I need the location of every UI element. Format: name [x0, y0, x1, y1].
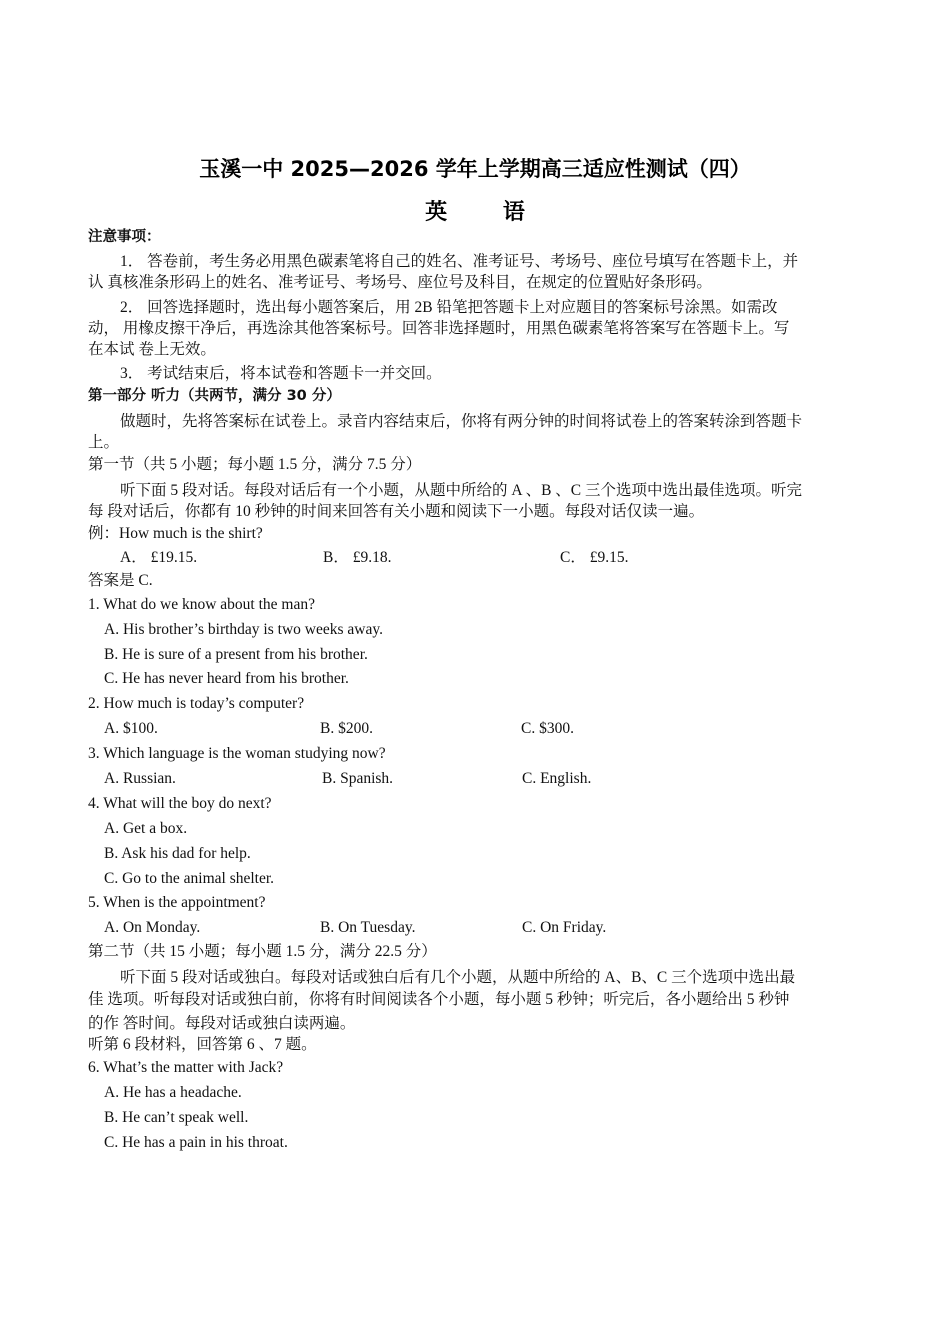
question-6: 6. What’s the matter with Jack? [88, 1059, 284, 1076]
notice-item-2-cont2: 在本试 卷上无效。 [88, 341, 216, 358]
part1-instruction: 做题时，先将答案标在试卷上。录音内容结束后，你将有两分钟的时间将试卷上的答案转涂到答题卡 [120, 413, 803, 430]
question-3-option-a: A. Russian. [104, 770, 176, 787]
question-2-option-a: A. $100. [104, 720, 158, 737]
question-4-option-a: A. Get a box. [104, 820, 188, 837]
example-option-a: A． £19.15. [120, 549, 198, 566]
example-question: 例：How much is the shirt? [88, 525, 263, 542]
example-option-c: C． £9.15. [560, 549, 629, 566]
question-3-option-b: B. Spanish. [322, 770, 394, 787]
question-2-option-c: C. $300. [521, 720, 574, 737]
question-1: 1. What do we know about the man? [88, 596, 315, 613]
part1-instruction-cont: 上。 [88, 434, 120, 451]
question-2-option-b: B. $200. [320, 720, 373, 737]
notice-item-1: 1． 答卷前，考生务必用黑色碳素笔将自己的姓名、准考证号、考场号、座位号填写在答题卡上，并 [120, 253, 799, 270]
question-4: 4. What will the boy do next? [88, 795, 272, 812]
question-5-option-a: A. On Monday. [104, 919, 201, 936]
section1-heading: 第一节（共 5 小题；每小题 1.5 分，满分 7.5 分） [88, 456, 422, 473]
section2-instruction-cont: 佳 选项。听每段对话或独白前，你将有时间阅读各个小题，每小题 5 秒钟；听完后，各小题给出 5 秒钟 [88, 991, 790, 1008]
question-4-option-c: C. Go to the animal shelter. [104, 870, 275, 887]
question-5-option-b: B. On Tuesday. [320, 919, 416, 936]
section2-instruction: 听下面 5 段对话或独白。每段对话或独白后有几个小题，从题中所给的 A、B、C 三个选项中选出最 [120, 969, 796, 986]
notice-item-1-cont: 认 真核准条形码上的姓名、准考证号、考场号、座位号及科目，在规定的位置贴好条形码。 [88, 274, 712, 291]
part1-heading: 第一部分 听力（共两节，满分 30 分） [88, 388, 341, 404]
question-1-option-b: B. He is sure of a present from his brother. [104, 646, 368, 663]
question-4-option-b: B. Ask his dad for help. [104, 845, 251, 862]
question-6-option-c: C. He has a pain in his throat. [104, 1134, 288, 1151]
question-5: 5. When is the appointment? [88, 894, 266, 911]
section1-instruction-cont: 每 段对话后，你都有 10 秒钟的时间来回答有关小题和阅读下一小题。每段对话仅读一遍。 [88, 503, 705, 520]
notice-heading: 注意事项： [88, 229, 161, 245]
example-answer: 答案是 C. [88, 572, 153, 589]
question-6-option-b: B. He can’t speak well. [104, 1109, 249, 1126]
notice-item-2: 2． 回答选择题时，选出每小题答案后，用 2B 铅笔把答题卡上对应题目的答案标号涂黑。如需改 [120, 299, 778, 316]
question-3: 3. Which language is the woman studying now? [88, 745, 386, 762]
notice-item-2-cont: 动， 用橡皮擦干净后，再选涂其他答案标号。回答非选择题时，用黑色碳素笔将答案写在答题卡上。写 [88, 320, 790, 337]
section1-instruction: 听下面 5 段对话。每段对话后有一个小题，从题中所给的 A 、B 、C 三个选项中选出最佳选项。听完 [120, 482, 803, 499]
question-6-option-a: A. He has a headache. [104, 1084, 242, 1101]
example-option-b: B． £9.18. [323, 549, 392, 566]
material-6-heading: 听第 6 段材料，回答第 6 、7 题。 [88, 1036, 317, 1053]
question-1-option-a: A. His brother’s birthday is two weeks away. [104, 621, 383, 638]
question-2: 2. How much is today’s computer? [88, 695, 305, 712]
notice-item-3: 3． 考试结束后，将本试卷和答题卡一并交回。 [120, 365, 442, 382]
subject-title: 英 语 [425, 200, 549, 225]
question-3-option-c: C. English. [522, 770, 592, 787]
exam-title: 玉溪一中 2025—2026 学年上学期高三适应性测试（四） [199, 157, 751, 181]
section2-instruction-cont2: 的作 答时间。每段对话或独白读两遍。 [88, 1015, 356, 1032]
question-5-option-c: C. On Friday. [522, 919, 607, 936]
section2-heading: 第二节（共 15 小题；每小题 1.5 分，满分 22.5 分） [88, 943, 437, 960]
question-1-option-c: C. He has never heard from his brother. [104, 670, 349, 687]
